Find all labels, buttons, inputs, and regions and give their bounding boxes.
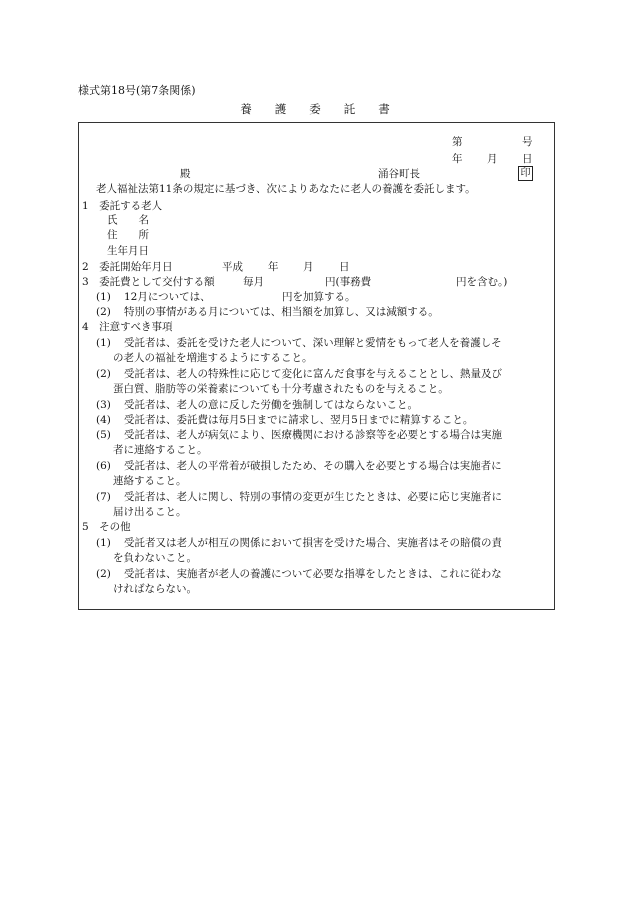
sec4-item-line2: 届け出ること。 [113,506,187,518]
sec3-item2-label: (2) [96,306,111,318]
sec4-item-label: (2) [96,368,111,380]
sec4-item-line1: 受託者は、老人の平常着が破損したため、その購入を必要とする場合は実施者に [124,460,502,472]
form-number-label: 様式第18号(第7条関係) [78,84,196,97]
sec4-item-line1: 受託者は、老人が病気により、医療機関における診察等を必要とする場合は実施 [124,429,502,441]
start-era: 平成 [222,261,243,273]
section-4-heading: 4 注意すべき事項 [82,321,173,333]
date-day: 日 [522,153,533,165]
sec4-item-label: (7) [96,491,111,503]
number-suffix: 号 [522,136,533,148]
sec3-item1-tail: 円を加算する。 [282,291,356,303]
sec3-item1-label: (1) [96,291,111,303]
sec4-item-line1: 受託者は、老人に関し、特別の事情の変更が生じたときは、必要に応じ実施者に [124,491,502,503]
sec4-item-line1: 受託者は、老人の意に反した労働を強制してはならないこと。 [124,399,418,411]
section-5-heading: 5 その他 [82,521,131,533]
sec5-item-line2: を負わないこと。 [113,552,197,564]
field-birthdate-label: 生年月日 [107,245,149,257]
sec4-item-line2: 者に連絡すること。 [113,444,208,456]
intro-text: 老人福祉法第11条の規定に基づき、次によりあなたに老人の養護を委託します。 [96,183,476,195]
section-3-heading: 3 委託費として交付する額 [82,276,215,288]
sec5-item-label: (2) [96,568,111,580]
section-2-heading: 2 委託開始年月日 [82,261,173,273]
sec4-item-label: (3) [96,399,111,411]
sec5-item-line1: 受託者又は老人が相互の関係において損害を受けた場合、実施者はその賠償の責 [124,537,502,549]
start-year: 年 [268,261,279,273]
sec3-item2-text: 特別の事情がある月については、相当額を加算し、又は減額する。 [124,306,439,318]
sec4-item-line2: 蛋白質、脂肪等の栄養素についても十分考慮されたものを与えること。 [113,383,449,395]
fee-included: 円を含む。) [456,276,508,288]
sec3-item1-text: 12月については、 [124,291,211,303]
issuer-name: 涌谷町長 [378,168,420,180]
sec4-item-line1: 受託者は、委託を受けた老人について、深い理解と愛情をもって老人を養護しそ [124,337,502,349]
date-year: 年 [452,153,463,165]
date-month: 月 [487,153,498,165]
start-day: 日 [339,261,350,273]
sec4-item-label: (4) [96,414,111,426]
sec5-item-line2: ければならない。 [113,583,197,595]
sec4-item-label: (5) [96,429,111,441]
fee-monthly: 毎月 [243,276,264,288]
field-address-label: 住 所 [107,229,149,241]
fee-office-expense: 円(事務費 [325,276,372,288]
document-title: 養 護 委 託 書 [240,102,390,116]
sec4-item-line1: 受託者は、老人の特殊性に応じて変化に富んだ食事を与えることとし、熱量及び [124,368,502,380]
sec5-item-line1: 受託者は、実施者が老人の養護について必要な指導をしたときは、これに従わな [124,568,502,580]
field-name-label: 氏 名 [107,214,149,226]
seal-stamp: 印 [518,166,533,181]
sec4-item-label: (6) [96,460,111,472]
number-prefix: 第 [452,136,463,148]
addressee-suffix: 殿 [180,168,191,180]
start-month: 月 [303,261,314,273]
sec5-item-label: (1) [96,537,111,549]
sec4-item-label: (1) [96,337,111,349]
sec4-item-line2: の老人の福祉を増進するようにすること。 [113,352,313,364]
sec4-item-line2: 連絡すること。 [113,475,187,487]
section-1-heading: 1 委託する老人 [82,200,163,212]
sec4-item-line1: 受託者は、委託費は毎月5日までに請求し、翌月5日までに精算すること。 [124,414,474,426]
